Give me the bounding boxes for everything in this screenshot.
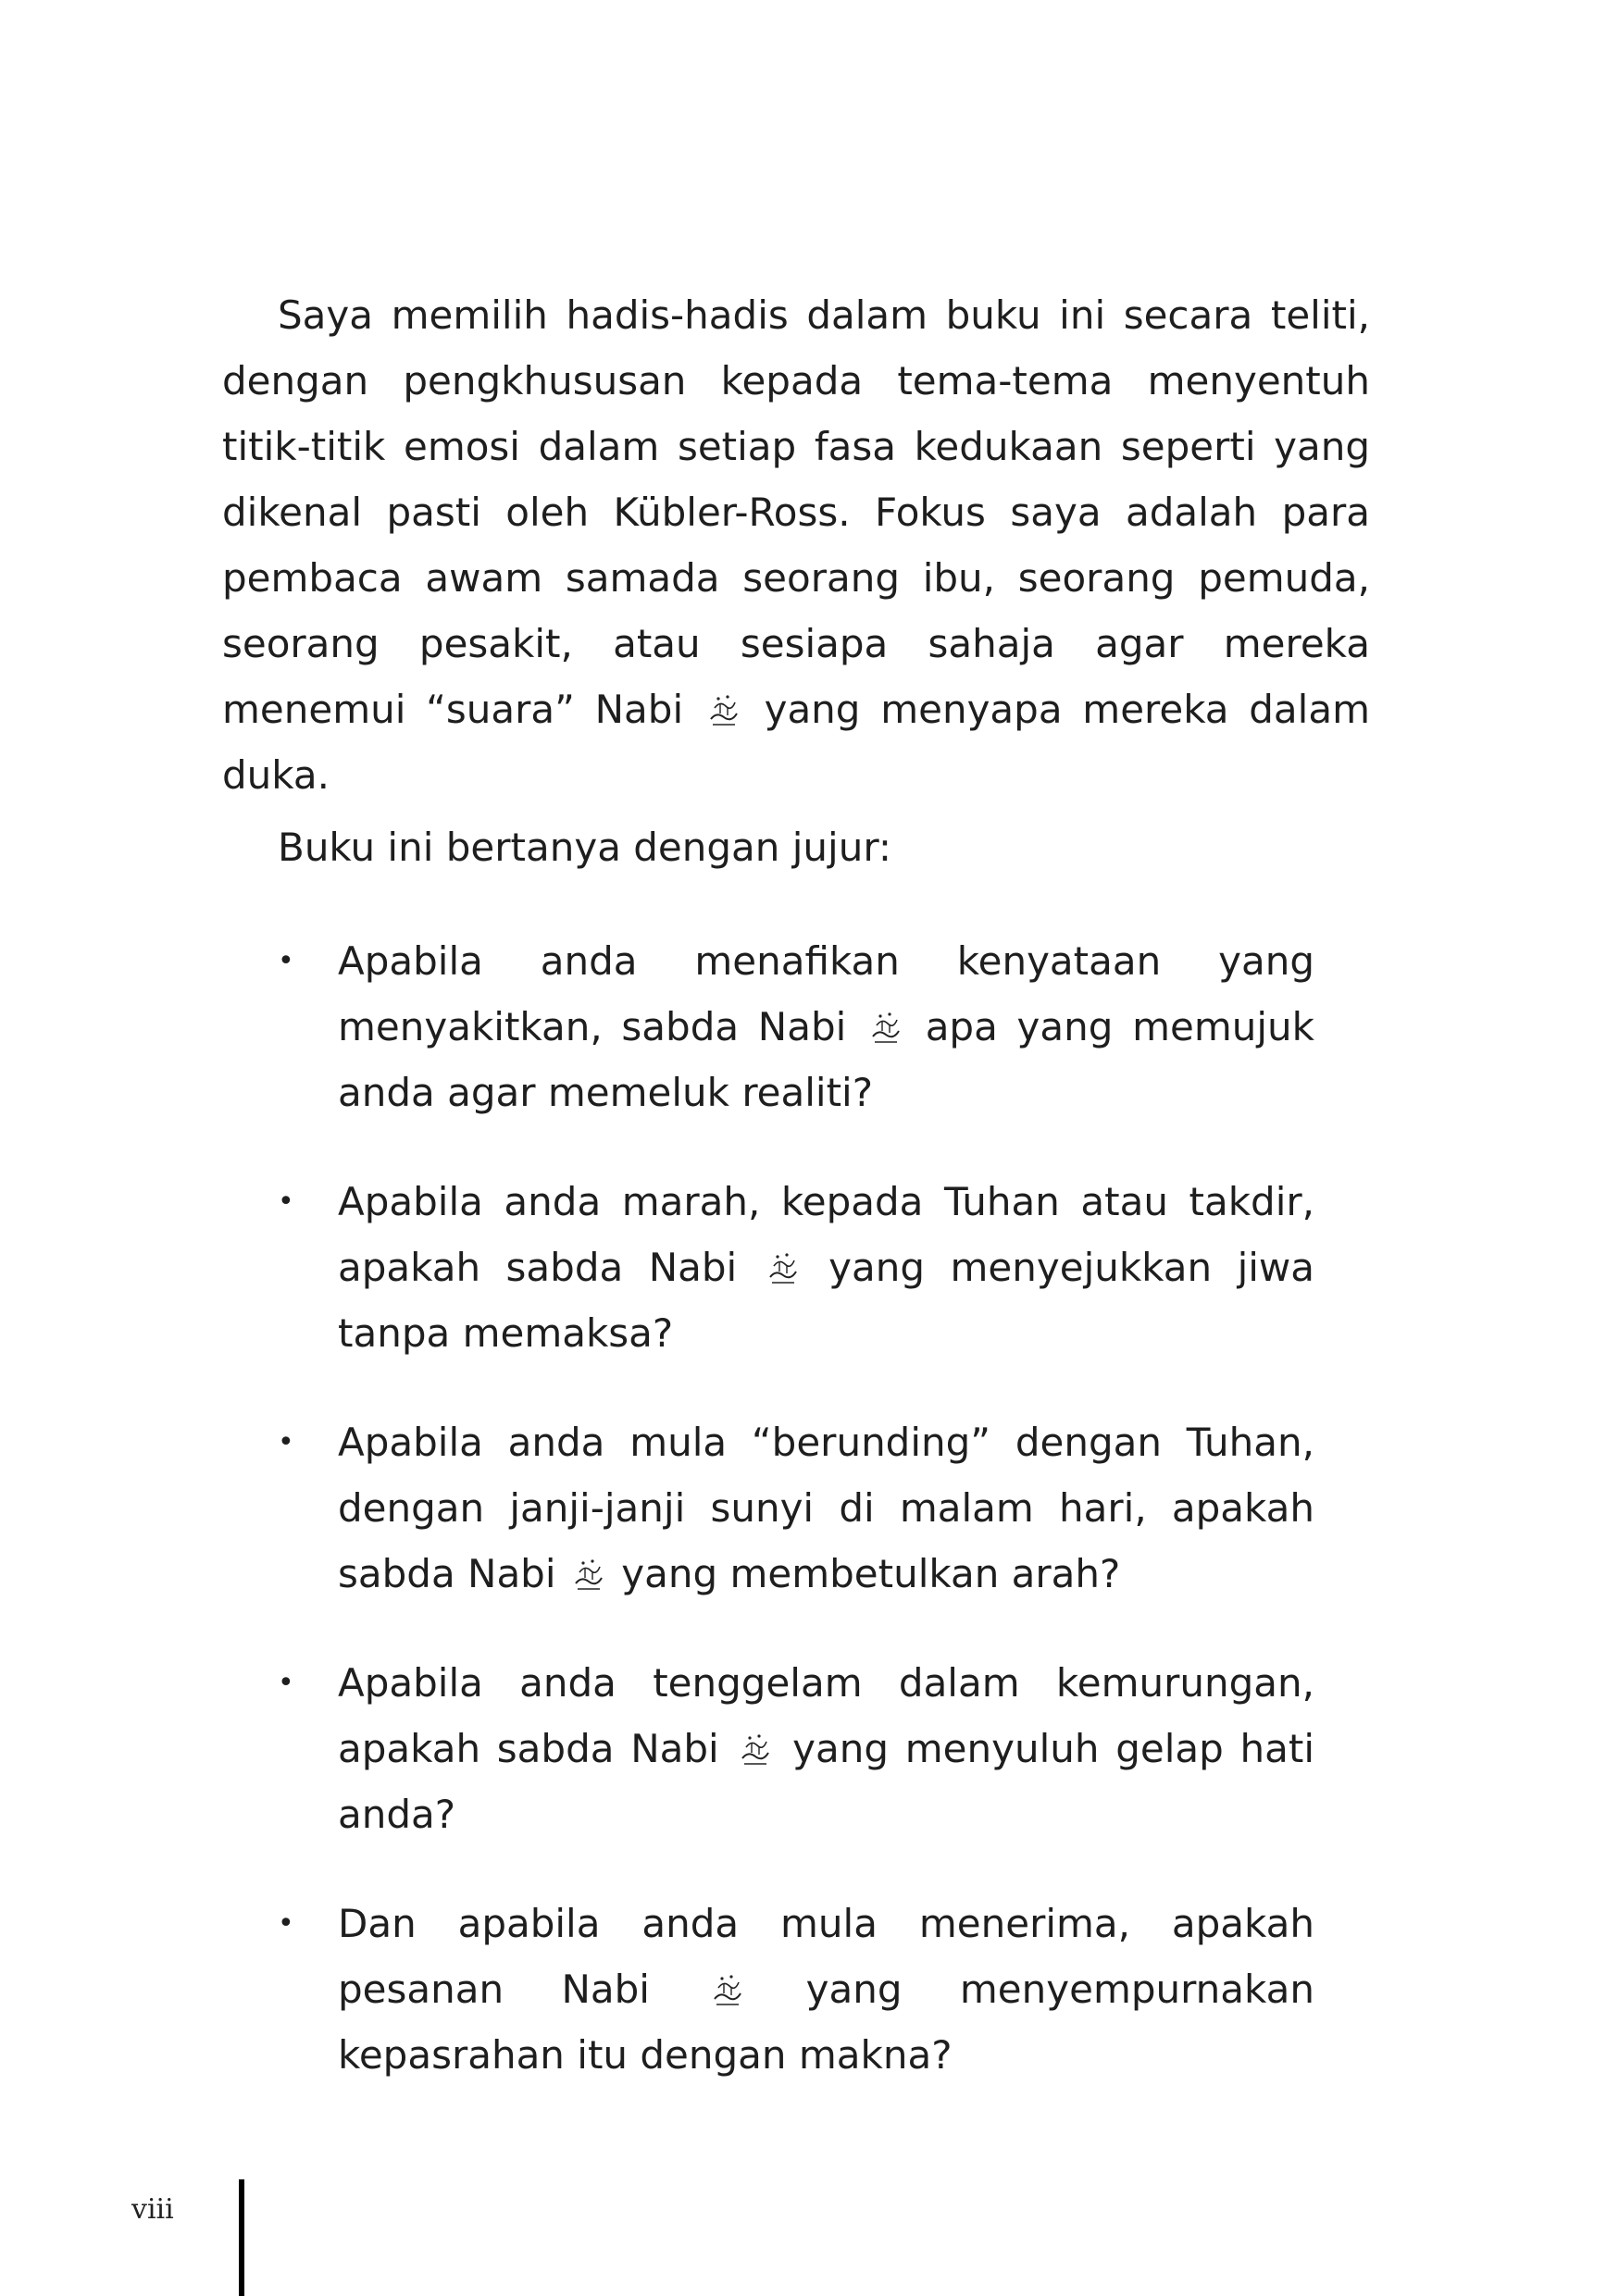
salawat-calligraphy-icon [711,1971,744,2008]
list-item [278,928,1314,1125]
list-item [278,1891,1314,2088]
bullet-marker: • [278,1907,294,1940]
bullet-marker: • [278,1185,294,1218]
list-item [278,1650,1314,1847]
bullet-marker: • [278,945,294,977]
question-intro: Buku ini bertanya dengan jujur: [278,825,892,870]
page-number: viii [131,2193,174,2226]
bullet-text-part1: Apabila anda menafikan kenyataan yang menyakitkan, sabda Nabi [338,938,1314,1049]
bullet-text-part1: Dan apabila anda mula menerima, apakah pesanan Nabi [338,1901,1314,2012]
bullet-marker: • [278,1667,294,1699]
bullet-marker: • [278,1426,294,1458]
question-list [278,928,1314,2131]
bullet-text-part1: Apabila anda marah, kepada Tuhan atau takdir, apakah sabda Nabi [338,1179,1314,1290]
salawat-calligraphy-icon [572,1556,605,1593]
list-item [278,1409,1314,1607]
salawat-calligraphy-icon [707,691,741,728]
intro-paragraph [222,282,1370,808]
salawat-calligraphy-icon [869,1009,903,1046]
bullet-text-part2: yang menyejukkan jiwa tanpa memaksa? [338,1245,1315,1356]
salawat-calligraphy-icon [739,1731,772,1768]
bullet-text-part2: yang menyuluh gelap hati anda? [338,1726,1315,1837]
bullet-text-part1: Apabila anda mula “berunding” dengan Tuhan, dengan janji-janji sunyi di malam hari, apakah sabda Nabi [338,1420,1314,1596]
intro-text-part2: yang menyapa mereka dalam duka. [222,687,1370,798]
list-item [278,1169,1314,1366]
intro-text-part1: Saya memilih hadis-hadis dalam buku ini secara teliti, dengan pengkhususan kepada tema-tema menyentuh titik-titik emosi dalam setiap fasa kedukaan seperti yang dikenal pasti oleh Kübler-Ross. Fokus saya adalah para pembaca awam samada seorang ibu, seorang pemuda, seorang pesakit, atau sesiapa sahaja agar mereka menemui “suara” Nabi [222,292,1370,732]
bullet-text-part2: yang menyempurnakan kepasrahan itu dengan makna? [338,1967,1314,2078]
footer-vertical-rule [239,2179,244,2296]
bullet-text-part1: Apabila anda tenggelam dalam kemurungan, apakah sabda Nabi [338,1660,1314,1771]
salawat-calligraphy-icon [766,1249,800,1286]
bullet-text-part2: yang membetulkan arah? [621,1551,1121,1596]
bullet-text-part2: apa yang memujuk anda agar memeluk realiti? [338,1004,1314,1115]
